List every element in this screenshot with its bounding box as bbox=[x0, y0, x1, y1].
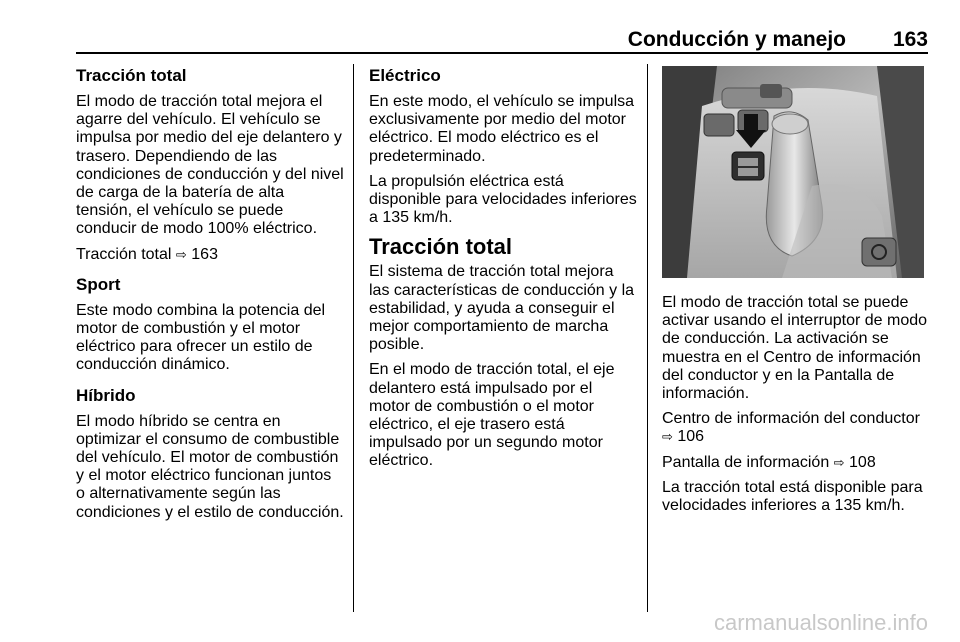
cross-reference-info-display[interactable] bbox=[662, 454, 928, 472]
heading-electrico: Eléctrico bbox=[369, 66, 441, 85]
page-header bbox=[76, 28, 928, 50]
paragraph-traccion-total: El modo de tracción total mejora el agarre del vehículo. El vehículo se impulsa por medio del eje delantero y trasero. Dependiendo de las condiciones de conducción y del nivel de carga de la batería de alta tensión, el vehículo se puede conducir de modo 100% eléctrico. bbox=[76, 93, 344, 238]
paragraph-traccion-2: En el modo de tracción total, el eje delantero está impulsado por el motor de combustión o el motor eléctrico, el eje trasero está impulsado por un segundo motor eléctrico. bbox=[369, 361, 615, 470]
page-reference-arrow-icon: ⇨ bbox=[833, 454, 845, 470]
page-reference-arrow-icon: ⇨ bbox=[175, 246, 187, 262]
page-number: 163 bbox=[892, 28, 928, 51]
cross-reference-page: 106 bbox=[677, 428, 705, 446]
column-3 bbox=[662, 66, 928, 522]
section-title: Conducción y manejo bbox=[627, 28, 846, 51]
cross-reference-traccion[interactable] bbox=[76, 246, 344, 264]
column-divider-1 bbox=[353, 64, 354, 612]
paragraph-availability: La tracción total está disponible para velocidades inferiores a 135 km/h. bbox=[662, 478, 923, 515]
paragraph-sport: Este modo combina la potencia del motor de combustión y el motor eléctrico para ofrecer un estilo de conducción dinámico. bbox=[76, 301, 326, 374]
paragraph-electrico-2: La propulsión eléctrica está disponible para velocidades inferiores a 135 km/h. bbox=[369, 172, 637, 227]
paragraph-electrico-1: En este modo, el vehículo se impulsa exclusivamente por medio del motor eléctrico. El modo eléctrico es el predeterminado. bbox=[369, 93, 635, 165]
header-rule bbox=[76, 52, 928, 54]
paragraph-hibrido: El modo híbrido se centra en optimizar el consumo de combustible del vehículo. El motor de combustión y el motor eléctrico funcionan juntos o alternativamente según las condiciones y el estilo de conducción. bbox=[76, 412, 344, 521]
page-reference-arrow-icon: ⇨ bbox=[662, 429, 673, 445]
heading-hibrido: Híbrido bbox=[76, 385, 136, 405]
cross-reference-page: 108 bbox=[849, 453, 876, 471]
paragraph-traccion-1: El sistema de tracción total mejora las características de conducción y la estabilidad, y ayuda a conseguir el mejor comportamiento de marcha posible. bbox=[369, 263, 635, 354]
cross-reference-page: 163 bbox=[191, 245, 218, 263]
column-divider-2 bbox=[647, 64, 648, 612]
cross-reference-driver-info[interactable] bbox=[662, 410, 928, 446]
cross-reference-text: Pantalla de información bbox=[662, 453, 830, 471]
heading-traccion-total-large: Tracción total bbox=[369, 234, 513, 260]
heading-sport: Sport bbox=[76, 274, 121, 294]
column-2 bbox=[369, 66, 637, 478]
cross-reference-text: Tracción total bbox=[76, 245, 172, 263]
paragraph-activation: El modo de tracción total se puede activar usando el interruptor de modo de conducción. La activación se muestra en el Centro de información del conductor y en la Pantalla de información. bbox=[662, 294, 928, 403]
heading-traccion-total: Tracción total bbox=[76, 66, 187, 85]
cross-reference-text: Centro de información del conductor bbox=[662, 410, 920, 428]
column-1 bbox=[76, 66, 344, 529]
watermark: carmanualsonline.info bbox=[713, 610, 928, 635]
center-console-photo bbox=[662, 66, 924, 278]
